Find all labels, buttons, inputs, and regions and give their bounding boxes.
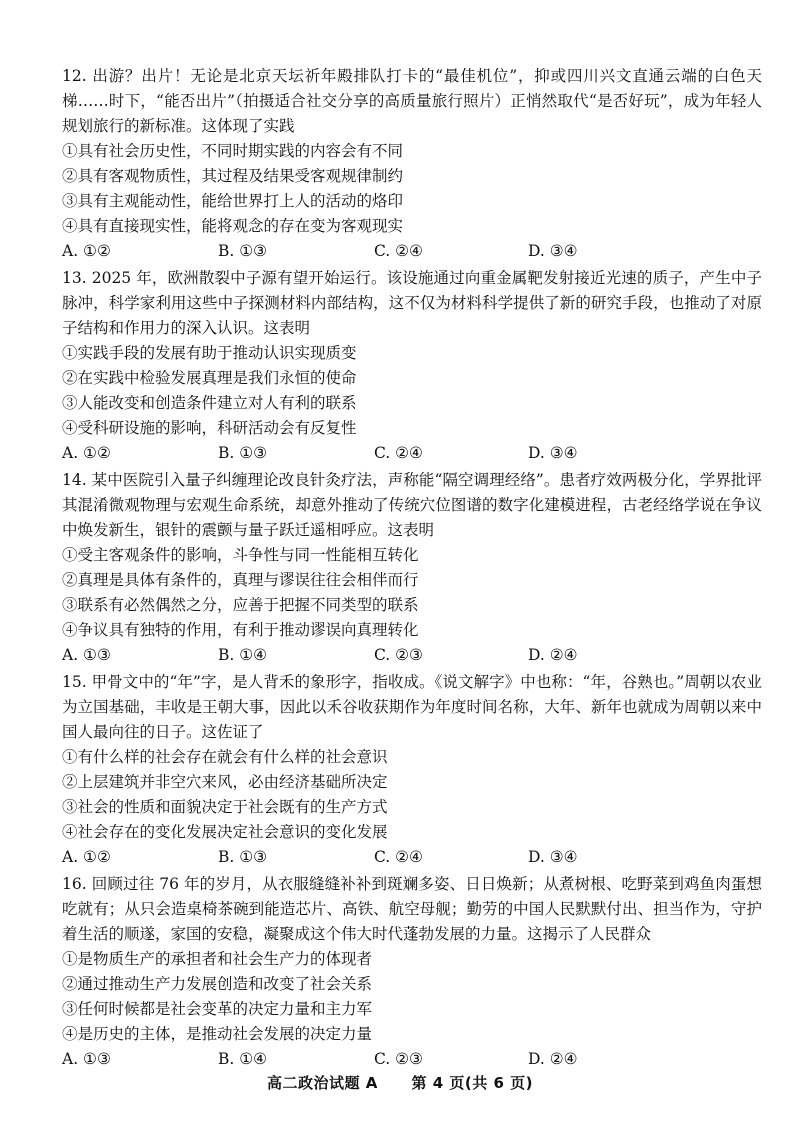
statement-3: ③联系有必然偶然之分，应善于把握不同类型的联系 [62,596,419,614]
choice-d: D. ②④ [528,646,578,664]
statement-2: ②在实践中检验发展真理是我们永恒的使命 [62,369,357,387]
answer-choices [62,1047,762,1072]
statement-2: ②具有客观物质性，其过程及结果受客观规律制约 [62,167,404,185]
statement-1: ①是物质生产的承担者和社会生产力的体现者 [62,950,373,968]
question-16 [62,872,762,1072]
choice-b: B. ①④ [218,1050,268,1068]
statement-3: ③任何时候都是社会变革的决定力量和主力军 [62,1000,373,1018]
answer-choices [62,239,762,264]
statement-4: ④社会存在的变化发展决定社会意识的变化发展 [62,823,388,841]
statement-2: ②上层建筑并非空穴来风，必由经济基础所决定 [62,773,388,791]
statement-4: ④具有直接现实性，能将观念的存在变为客观现实 [62,217,404,235]
question-stem: 12. 出游？出片！无论是北京天坛祈年殿排队打卡的“最佳机位”，抑或四川兴文直通云端的白色天梯……时下，“能否出片”（拍摄适合社交分享的高质量旅行照片）正悄然取代“是否好玩”，成为年轻人规划旅行的新标准。这体现了实践 [62,67,762,135]
choice-a: A. ①③ [62,1050,111,1068]
choice-b: B. ①③ [218,848,268,866]
question-14 [62,468,762,668]
answer-choices [62,441,762,466]
statement-4: ④争议具有独特的作用，有利于推动谬误向真理转化 [62,621,419,639]
exam-title: 高二政治试题 A [266,1074,378,1092]
page-number: 第 4 页(共 6 页) [411,1074,534,1092]
page-footer [0,1072,800,1093]
choice-c: C. ②④ [374,242,423,260]
choice-b: B. ①③ [218,242,268,260]
choice-a: A. ①② [62,848,111,866]
answer-choices [62,643,762,668]
statement-1: ①具有社会历史性，不同时期实践的内容会有不同 [62,142,404,160]
statement-3: ③人能改变和创造条件建立对人有利的联系 [62,394,357,412]
choice-a: A. ①② [62,444,111,462]
statement-4: ④是历史的主体，是推动社会发展的决定力量 [62,1025,373,1043]
statement-3: ③具有主观能动性，能给世界打上人的活动的烙印 [62,192,404,210]
statement-4: ④受科研设施的影响，科研活动会有反复性 [62,419,357,437]
question-stem: 14. 某中医院引入量子纠缠理论改良针灸疗法，声称能“隔空调理经络”。患者疗效两极分化，学界批评其混淆微观物理与宏观生命系统，却意外推动了传统穴位图谱的数字化建模进程，古老经络学说在争议中焕发新生，银针的震颤与量子跃迁遥相呼应。这表明 [62,471,762,539]
choice-b: B. ①③ [218,444,268,462]
choice-d: D. ③④ [528,242,578,260]
statement-1: ①受主客观条件的影响，斗争性与同一性能相互转化 [62,546,419,564]
choice-c: C. ②④ [374,848,423,866]
choice-c: C. ②③ [374,1050,423,1068]
question-12 [62,64,762,264]
statement-3: ③社会的性质和面貌决定于社会既有的生产方式 [62,798,388,816]
question-13 [62,266,762,466]
question-stem: 15. 甲骨文中的“年”字，是人背禾的象形字，指收成。《说文解字》中也称：“年，谷熟也。”周朝以农业为立国基础，丰收是王朝大事，因此以禾谷收获期作为年度时间名称，大年、新年也就成为周朝以来中国人最向往的日子。这佐证了 [62,673,762,741]
question-stem: 13. 2025 年，欧洲散裂中子源有望开始运行。该设施通过向重金属靶发射接近光速的质子，产生中子脉冲，科学家利用这些中子探测材料内部结构，这不仅为材料科学提供了新的研究手段，也推动了对原子结构和作用力的深入认识。这表明 [62,269,762,337]
answer-choices [62,845,762,870]
choice-b: B. ①④ [218,646,268,664]
statement-2: ②通过推动生产力发展创造和改变了社会关系 [62,975,373,993]
statement-1: ①实践手段的发展有助于推动认识实现质变 [62,344,357,362]
statement-2: ②真理是具体有条件的，真理与谬误往往会相伴而行 [62,571,419,589]
choice-d: D. ③④ [528,444,578,462]
choice-c: C. ②④ [374,444,423,462]
choice-a: A. ①③ [62,646,111,664]
question-stem: 16. 回顾过往 76 年的岁月，从衣服缝缝补补到斑斓多姿、日日焕新；从煮树根、吃野菜到鸡鱼肉蛋想吃就有；从只会造桌椅茶碗到能造芯片、高铁、航空母舰；勤劳的中国人民默默付出、担当作为，守护着生活的顺遂，家国的安稳，凝聚成这个伟大时代蓬勃发展的力量。这揭示了人民群众 [62,875,762,943]
exam-page [62,64,762,1074]
choice-d: D. ③④ [528,848,578,866]
choice-c: C. ②③ [374,646,423,664]
question-15 [62,670,762,870]
choice-a: A. ①② [62,242,111,260]
choice-d: D. ②④ [528,1050,578,1068]
statement-1: ①有什么样的社会存在就会有什么样的社会意识 [62,748,388,766]
